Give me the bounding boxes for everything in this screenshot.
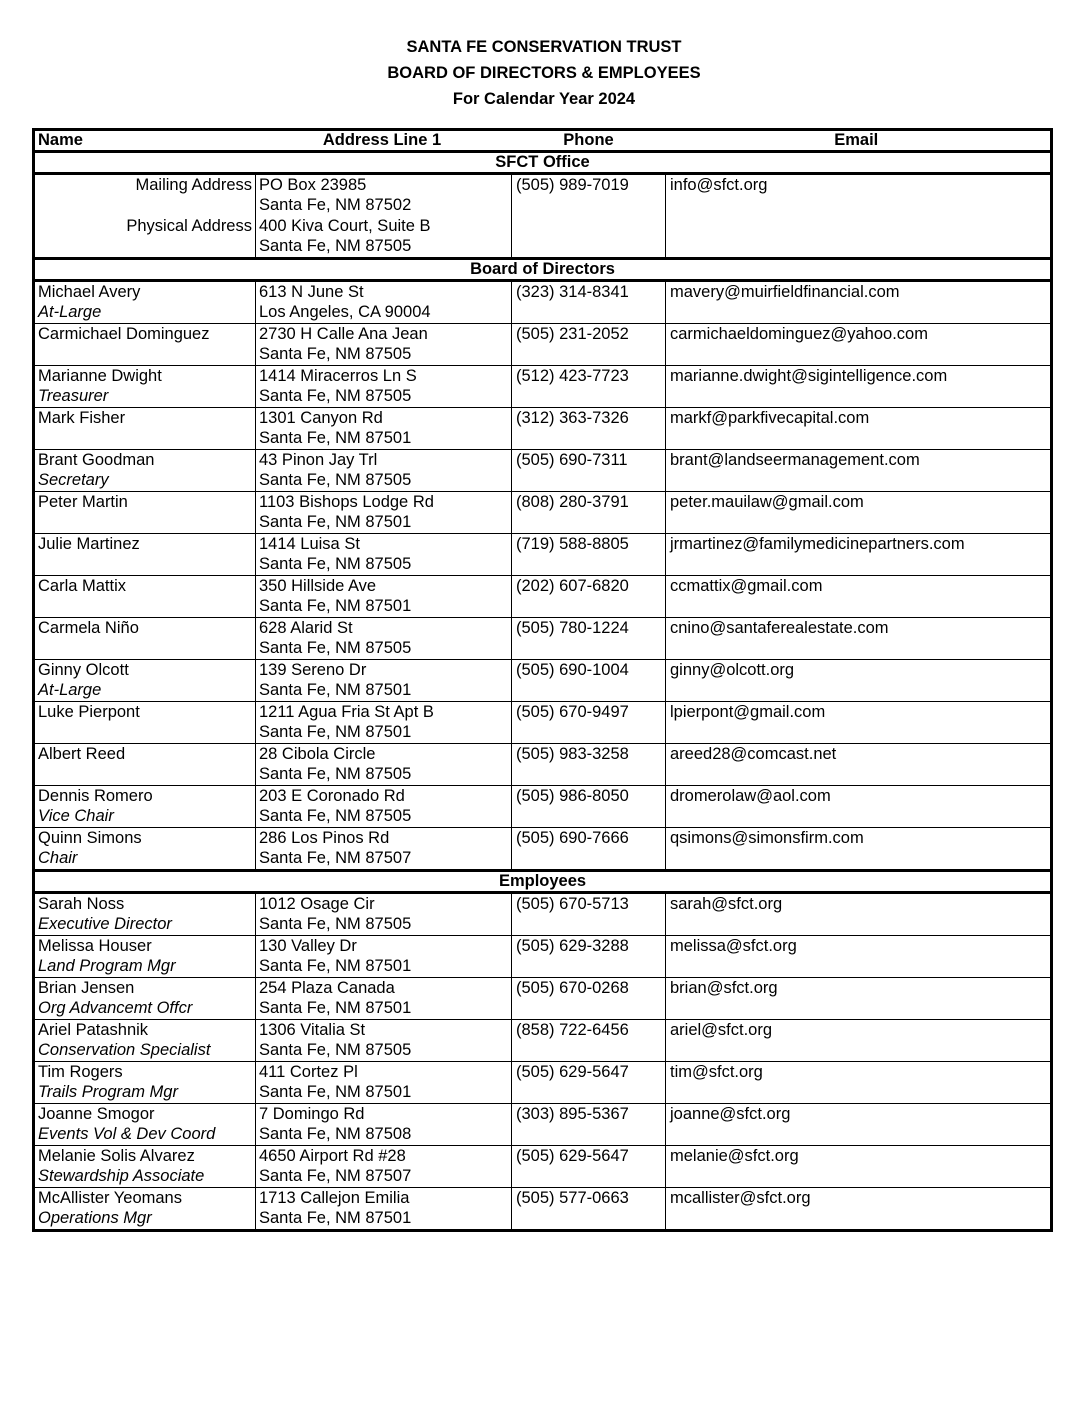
- table-row: [34, 1145, 1052, 1187]
- table-row: [34, 491, 1052, 533]
- person-name: Peter Martin: [38, 492, 128, 511]
- table-row: [34, 785, 1052, 827]
- person-phone: (505) 629-3288: [512, 935, 666, 977]
- person-title: Org Advancemt Offcr: [38, 999, 193, 1018]
- person-name: Ginny Olcott: [38, 660, 129, 679]
- address-line1: 139 Sereno Dr: [259, 660, 367, 679]
- person-email: carmichaeldominguez@yahoo.com: [666, 323, 1052, 365]
- person-name-cell: [34, 280, 256, 323]
- person-name-cell: [34, 1187, 256, 1230]
- address-line2: Santa Fe, NM 87501: [259, 513, 412, 532]
- person-email: joanne@sfct.org: [666, 1103, 1052, 1145]
- person-address-cell: [256, 1145, 512, 1187]
- person-title: [38, 554, 252, 574]
- address-line2: Santa Fe, NM 87501: [259, 957, 412, 976]
- person-phone: (505) 577-0663: [512, 1187, 666, 1230]
- person-email: melissa@sfct.org: [666, 935, 1052, 977]
- person-name: Carla Mattix: [38, 576, 127, 595]
- person-title: Conservation Specialist: [38, 1041, 211, 1060]
- address-line2: Santa Fe, NM 87501: [259, 723, 412, 742]
- person-title: Trails Program Mgr: [38, 1083, 178, 1102]
- person-name: Melanie Solis Alvarez: [38, 1146, 195, 1165]
- person-phone: (505) 670-0268: [512, 977, 666, 1019]
- person-name: Brant Goodman: [38, 450, 155, 469]
- person-email: qsimons@simonsfirm.com: [670, 828, 864, 847]
- address-line1: 1414 Luisa St: [259, 534, 360, 553]
- table-row: [34, 935, 1052, 977]
- address-line2: Santa Fe, NM 87505: [259, 807, 412, 826]
- table-row: [34, 1103, 1052, 1145]
- address-line2: Santa Fe, NM 87505: [259, 765, 412, 784]
- office-email: info@sfct.org: [670, 176, 768, 194]
- person-email: marianne.dwight@sigintelligence.com: [666, 365, 1052, 407]
- person-phone: (505) 983-3258: [512, 743, 666, 785]
- person-title: Vice Chair: [38, 807, 114, 826]
- person-address-cell: [256, 977, 512, 1019]
- document-header: [0, 34, 1088, 112]
- table-row: [34, 365, 1052, 407]
- person-title: [38, 512, 252, 532]
- address-line1: 254 Plaza Canada: [259, 978, 395, 997]
- address-line2: Santa Fe, NM 87505: [259, 555, 412, 574]
- spacer: [38, 195, 252, 215]
- person-name-cell: [34, 701, 256, 743]
- person-email: lpierpont@gmail.com: [666, 701, 1052, 743]
- office-labels: [34, 174, 256, 259]
- person-email: mcallister@sfct.org: [670, 1188, 811, 1207]
- table-row: [34, 617, 1052, 659]
- physical-address-line2: Santa Fe, NM 87505: [259, 237, 412, 256]
- person-name: McAllister Yeomans: [38, 1188, 182, 1207]
- person-email: ariel@sfct.org: [666, 1019, 1052, 1061]
- person-phone: (505) 986-8050: [512, 785, 666, 827]
- mailing-address-line1: PO Box 23985: [259, 176, 367, 194]
- person-address-cell: [256, 491, 512, 533]
- person-name-cell: [34, 1145, 256, 1187]
- person-name: Marianne Dwight: [38, 366, 162, 385]
- person-phone: (505) 629-5647: [512, 1145, 666, 1187]
- address-line1: 613 N June St: [259, 282, 364, 301]
- person-email: brant@landseermanagement.com: [666, 449, 1052, 491]
- section-label-employees: Employees: [34, 870, 1052, 892]
- person-address-cell: [256, 280, 512, 323]
- person-name: Ariel Patashnik: [38, 1020, 149, 1039]
- person-address-cell: [256, 827, 512, 870]
- address-line2: Santa Fe, NM 87507: [259, 849, 412, 868]
- address-line1: 628 Alarid St: [259, 618, 353, 637]
- table-row: [34, 659, 1052, 701]
- person-name: Joanne Smogor: [38, 1104, 155, 1123]
- table-row: [34, 1061, 1052, 1103]
- address-line2: Santa Fe, NM 87507: [259, 1167, 412, 1186]
- person-phone: (505) 629-5647: [512, 1061, 666, 1103]
- address-line2: Santa Fe, NM 87501: [259, 597, 412, 616]
- table-row: [34, 323, 1052, 365]
- person-address-cell: [256, 533, 512, 575]
- address-line2: Santa Fe, NM 87505: [259, 915, 412, 934]
- column-header-email: Email: [666, 130, 1052, 152]
- document-title: BOARD OF DIRECTORS & EMPLOYEES: [387, 64, 701, 82]
- person-address-cell: [256, 407, 512, 449]
- person-email: melanie@sfct.org: [666, 1145, 1052, 1187]
- section-label-board: Board of Directors: [34, 258, 1052, 280]
- person-address-cell: [256, 449, 512, 491]
- person-phone: (312) 363-7326: [512, 407, 666, 449]
- table-row: [34, 701, 1052, 743]
- person-address-cell: [256, 617, 512, 659]
- person-email: markf@parkfivecapital.com: [666, 407, 1052, 449]
- table-row: [34, 575, 1052, 617]
- physical-address-line1: 400 Kiva Court, Suite B: [259, 216, 431, 235]
- address-line2: Santa Fe, NM 87501: [259, 1083, 412, 1102]
- person-name-cell: [34, 827, 256, 870]
- address-line1: 1103 Bishops Lodge Rd: [259, 492, 434, 511]
- person-phone: (719) 588-8805: [512, 533, 666, 575]
- address-line2: Santa Fe, NM 87505: [259, 471, 412, 490]
- person-title: Land Program Mgr: [38, 957, 176, 976]
- address-line1: 1211 Agua Fria St Apt B: [259, 702, 434, 721]
- person-address-cell: [256, 575, 512, 617]
- person-address-cell: [256, 323, 512, 365]
- person-name-cell: [34, 785, 256, 827]
- person-name: Sarah Noss: [38, 894, 125, 913]
- address-line1: 4650 Airport Rd #28: [259, 1146, 406, 1165]
- person-title: [38, 764, 252, 784]
- person-phone: (505) 670-5713: [512, 892, 666, 935]
- person-email: mavery@muirfieldfinancial.com: [666, 280, 1052, 323]
- person-name-cell: [34, 1019, 256, 1061]
- person-address-cell: [256, 892, 512, 935]
- address-line2: Santa Fe, NM 87505: [259, 345, 412, 364]
- person-name-cell: [34, 892, 256, 935]
- address-line1: 43 Pinon Jay Trl: [259, 450, 378, 469]
- address-line2: Santa Fe, NM 87505: [259, 1041, 412, 1060]
- address-line1: 130 Valley Dr: [259, 936, 357, 955]
- mailing-address-label: Mailing Address: [135, 176, 252, 194]
- person-phone: (303) 895-5367: [512, 1103, 666, 1145]
- address-line2: Santa Fe, NM 87501: [259, 681, 412, 700]
- person-name: Mark Fisher: [38, 408, 126, 427]
- person-title: [38, 344, 252, 364]
- person-title: Operations Mgr: [38, 1209, 152, 1228]
- address-line1: 2730 H Calle Ana Jean: [259, 324, 428, 343]
- person-email: areed28@comcast.net: [666, 743, 1052, 785]
- person-name-cell: [34, 365, 256, 407]
- address-line1: 1713 Callejon Emilia: [259, 1188, 410, 1207]
- person-email: ginny@olcott.org: [666, 659, 1052, 701]
- person-name: Dennis Romero: [38, 786, 153, 805]
- person-name-cell: [34, 407, 256, 449]
- person-name-cell: [34, 743, 256, 785]
- person-name-cell: [34, 1103, 256, 1145]
- person-name: Melissa Houser: [38, 936, 152, 955]
- person-phone: (505) 780-1224: [512, 617, 666, 659]
- person-phone: (505) 670-9497: [512, 701, 666, 743]
- section-row-office: [34, 152, 1052, 174]
- person-title: At-Large: [38, 681, 102, 700]
- address-line1: 286 Los Pinos Rd: [259, 828, 390, 847]
- person-email: peter.mauilaw@gmail.com: [666, 491, 1052, 533]
- address-line1: 1301 Canyon Rd: [259, 408, 383, 427]
- person-name-cell: [34, 659, 256, 701]
- person-phone: (512) 423-7723: [512, 365, 666, 407]
- table-row: [34, 1019, 1052, 1061]
- person-name-cell: [34, 935, 256, 977]
- person-phone: (808) 280-3791: [512, 491, 666, 533]
- person-address-cell: [256, 1187, 512, 1230]
- person-name-cell: [34, 1061, 256, 1103]
- table-row: [34, 533, 1052, 575]
- person-name: Tim Rogers: [38, 1062, 123, 1081]
- person-title: [38, 638, 252, 658]
- person-name-cell: [34, 533, 256, 575]
- person-email: brian@sfct.org: [666, 977, 1052, 1019]
- address-line1: 1414 Miracerros Ln S: [259, 366, 417, 385]
- person-address-cell: [256, 365, 512, 407]
- person-title: Stewardship Associate: [38, 1167, 205, 1186]
- person-name-cell: [34, 575, 256, 617]
- person-title: Secretary: [38, 471, 109, 490]
- office-phone: (505) 989-7019: [512, 174, 666, 259]
- address-line1: 7 Domingo Rd: [259, 1104, 365, 1123]
- address-line1: 203 E Coronado Rd: [259, 786, 405, 805]
- column-header-address: Address Line 1: [256, 130, 512, 152]
- person-title: At-Large: [38, 303, 102, 322]
- person-title: Chair: [38, 849, 78, 868]
- person-title: [38, 596, 252, 616]
- address-line1: 411 Cortez Pl: [259, 1062, 358, 1081]
- address-line2: Santa Fe, NM 87501: [259, 1209, 412, 1228]
- person-phone: (202) 607-6820: [512, 575, 666, 617]
- person-address-cell: [256, 701, 512, 743]
- address-line2: Santa Fe, NM 87508: [259, 1125, 412, 1144]
- table-row: [34, 892, 1052, 935]
- table-row: [34, 1187, 1052, 1230]
- person-name-cell: [34, 323, 256, 365]
- person-phone: (505) 690-7666: [512, 827, 666, 870]
- address-line2: Santa Fe, NM 87505: [259, 387, 412, 406]
- person-name-cell: [34, 491, 256, 533]
- person-name-cell: [34, 617, 256, 659]
- person-name: Carmichael Dominguez: [38, 324, 210, 343]
- column-header-phone: Phone: [512, 130, 666, 152]
- person-title: Events Vol & Dev Coord: [38, 1125, 216, 1144]
- person-email: jrmartinez@familymedicinepartners.com: [666, 533, 1052, 575]
- person-address-cell: [256, 1103, 512, 1145]
- person-name: Julie Martinez: [38, 534, 140, 553]
- section-label-office: SFCT Office: [34, 152, 1052, 174]
- column-header-name: Name: [34, 130, 256, 152]
- person-name: Brian Jensen: [38, 978, 135, 997]
- person-title: Executive Director: [38, 915, 172, 934]
- table-row: [34, 280, 1052, 323]
- table-row: [34, 449, 1052, 491]
- person-email: ccmattix@gmail.com: [666, 575, 1052, 617]
- person-name: Luke Pierpont: [38, 702, 140, 721]
- person-name: Quinn Simons: [38, 828, 142, 847]
- address-line1: 350 Hillside Ave: [259, 576, 377, 595]
- person-name-cell: [34, 449, 256, 491]
- person-phone: (323) 314-8341: [512, 280, 666, 323]
- document-subtitle: For Calendar Year 2024: [452, 90, 636, 108]
- section-row-board: [34, 258, 1052, 280]
- address-line2: Los Angeles, CA 90004: [259, 303, 431, 322]
- column-header-row: [34, 130, 1052, 152]
- person-address-cell: [256, 659, 512, 701]
- person-address-cell: [256, 1019, 512, 1061]
- person-title: [38, 722, 252, 742]
- person-name-cell: [34, 977, 256, 1019]
- person-phone: (505) 690-7311: [512, 449, 666, 491]
- person-address-cell: [256, 935, 512, 977]
- office-row: [34, 174, 1052, 259]
- person-address-cell: [256, 743, 512, 785]
- person-address-cell: [256, 785, 512, 827]
- person-title: [38, 428, 252, 448]
- directory-table: [32, 128, 1053, 1232]
- mailing-address-line2: Santa Fe, NM 87502: [259, 196, 412, 215]
- person-name: Michael Avery: [38, 282, 141, 301]
- person-name: Albert Reed: [38, 744, 126, 763]
- person-email: dromerolaw@aol.com: [666, 785, 1052, 827]
- table-row: [34, 977, 1052, 1019]
- person-phone: (505) 231-2052: [512, 323, 666, 365]
- table-row: [34, 407, 1052, 449]
- address-line2: Santa Fe, NM 87501: [259, 999, 412, 1018]
- org-title: SANTA FE CONSERVATION TRUST: [406, 38, 682, 56]
- address-line1: 1306 Vitalia St: [259, 1020, 366, 1039]
- table-row: [34, 827, 1052, 870]
- address-line2: Santa Fe, NM 87501: [259, 429, 412, 448]
- person-phone: (858) 722-6456: [512, 1019, 666, 1061]
- person-email: cnino@santaferealestate.com: [666, 617, 1052, 659]
- person-name: Carmela Niño: [38, 618, 139, 637]
- address-line2: Santa Fe, NM 87505: [259, 639, 412, 658]
- address-line1: 1012 Osage Cir: [259, 894, 375, 913]
- person-address-cell: [256, 1061, 512, 1103]
- table-row: [34, 743, 1052, 785]
- address-line1: 28 Cibola Circle: [259, 744, 376, 763]
- person-email: tim@sfct.org: [666, 1061, 1052, 1103]
- person-email: sarah@sfct.org: [666, 892, 1052, 935]
- section-row-employees: [34, 870, 1052, 892]
- person-phone: (505) 690-1004: [512, 659, 666, 701]
- person-title: Treasurer: [38, 387, 109, 406]
- office-addresses: [256, 174, 512, 259]
- physical-address-label: Physical Address: [126, 216, 252, 235]
